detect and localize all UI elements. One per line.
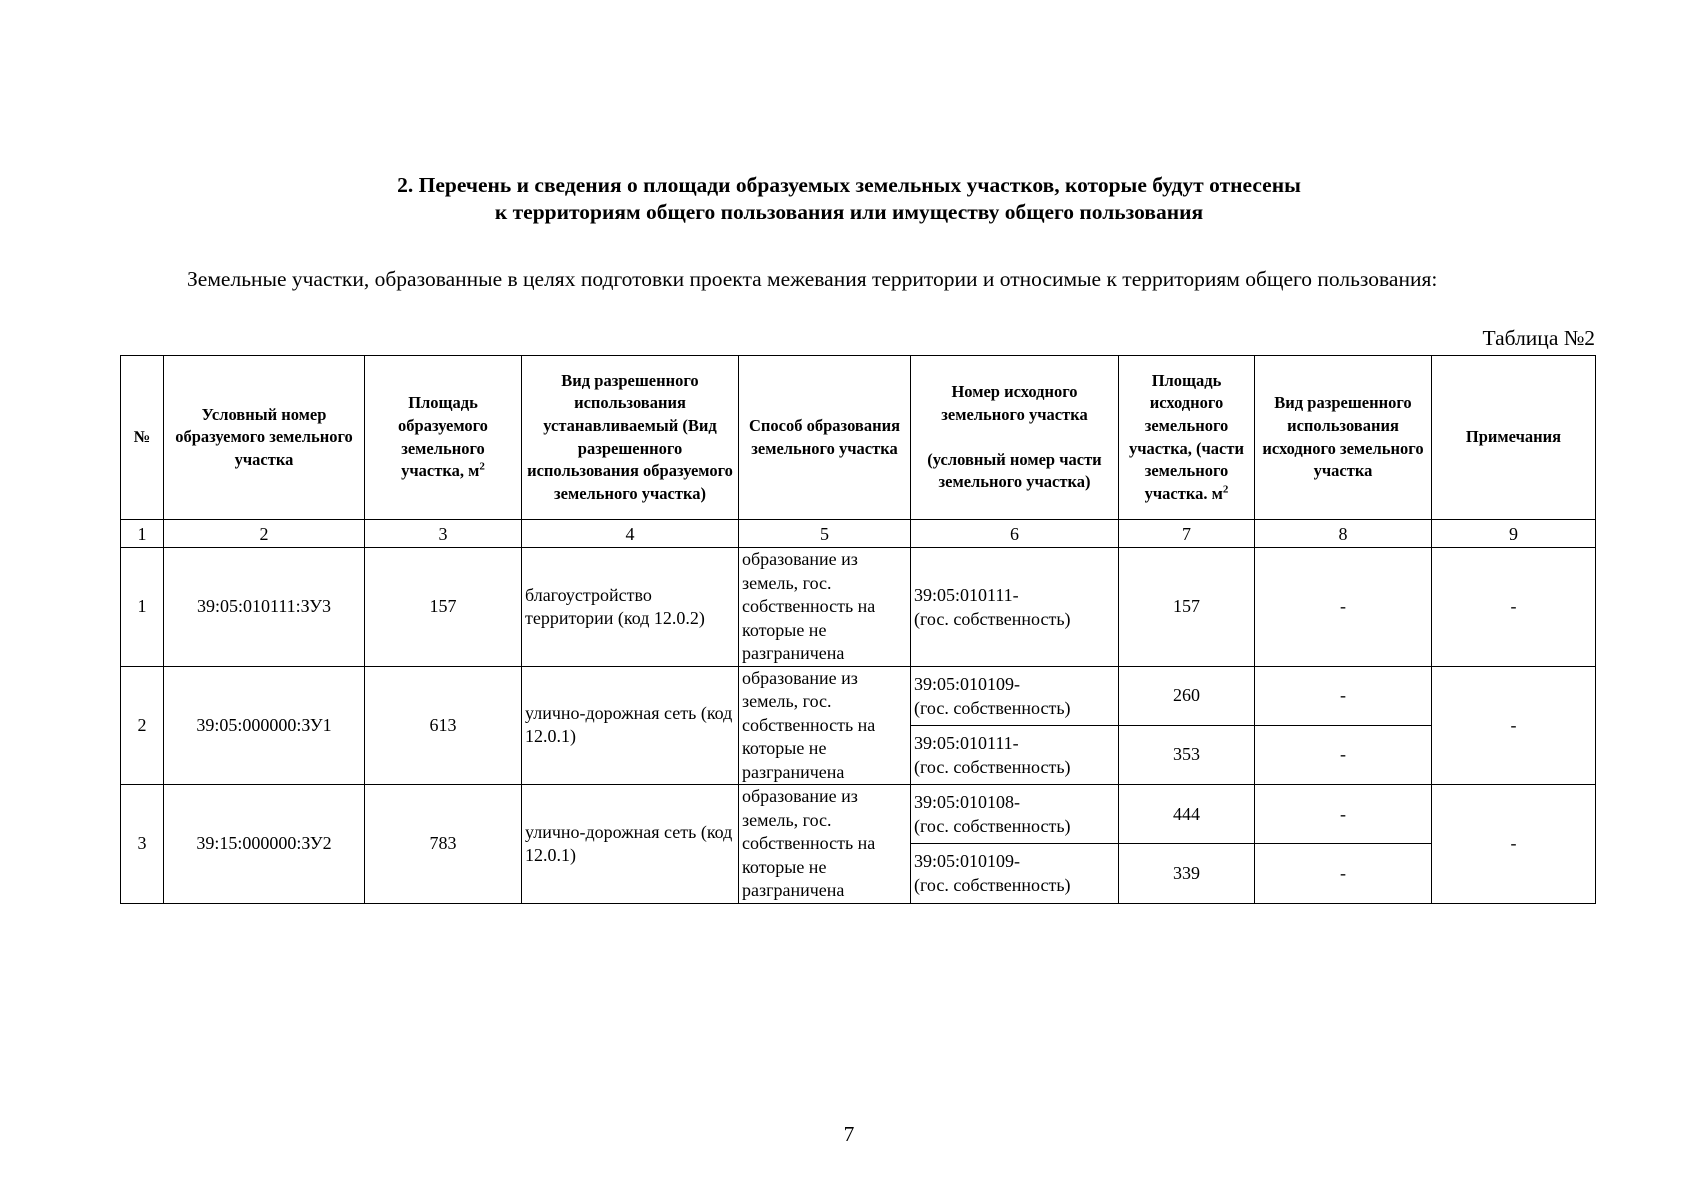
row-area: 783 [365,785,522,904]
row-area: 157 [365,548,522,667]
header-source-area: Площадь исходного земельного участка, (части земельного участка. $м^2$ [1119,356,1255,520]
row-number: 3 [121,785,164,904]
page-title [0,172,1698,226]
row-source-plot: 39:05:010109- (гос. собственность) [911,844,1119,903]
row-source-area: 260 [1119,666,1255,725]
column-number: 6 [911,520,1119,548]
row-method: образование из земель, гос. собственность на которые не разграничена [739,666,911,785]
column-number: 3 [365,520,522,548]
row-source-plot: 39:05:010108- (гос. собственность) [911,785,1119,844]
row-source-use: - [1255,666,1432,725]
row-note: - [1432,548,1596,667]
row-method: образование из земель, гос. собственность на которые не разграничена [739,548,911,667]
row-method: образование из земель, гос. собственность на которые не разграничена [739,785,911,904]
header-number: № [121,356,164,520]
column-number: 4 [522,520,739,548]
row-source-use: - [1255,844,1432,903]
row-source-area: 339 [1119,844,1255,903]
table-header-row [121,356,1596,520]
header-formation-method: Способ образования земельного участка [739,356,911,520]
column-number: 9 [1432,520,1596,548]
header-source-plot: Номер исходного земельного участка (условный номер части земельного участка) [911,356,1119,520]
column-numbers-row [121,520,1596,548]
table-row [121,666,1596,725]
column-number: 2 [164,520,365,548]
row-number: 1 [121,548,164,667]
header-source-use: Вид разрешенного использования исходного земельного участка [1255,356,1432,520]
row-use: благоустройство территории (код 12.0.2) [522,548,739,667]
page-number: 7 [843,1122,855,1146]
row-source-area: 353 [1119,725,1255,784]
column-number: 5 [739,520,911,548]
row-source-area: 157 [1119,548,1255,667]
land-plots-table [120,355,1596,904]
row-use: улично-дорожная сеть (код 12.0.1) [522,785,739,904]
table-row [121,548,1596,667]
column-number: 1 [121,520,164,548]
row-source-use: - [1255,725,1432,784]
row-cadastral: 39:05:010111:ЗУ3 [164,548,365,667]
row-number: 2 [121,666,164,785]
row-note: - [1432,785,1596,904]
row-cadastral: 39:05:000000:ЗУ1 [164,666,365,785]
column-number: 8 [1255,520,1432,548]
row-source-use: - [1255,785,1432,844]
header-permitted-use: Вид разрешенного использования устанавливаемый (Вид разрешенного использования образуемого земельного участка) [522,356,739,520]
header-area: Площадь образуемого земельного участка, $м^2$ [365,356,522,520]
title-line-2: к территориям общего пользования или имуществу общего пользования [494,200,1204,224]
row-source-plot: 39:05:010111- (гос. собственность) [911,725,1119,784]
row-source-use: - [1255,548,1432,667]
row-cadastral: 39:15:000000:ЗУ2 [164,785,365,904]
column-number: 7 [1119,520,1255,548]
header-notes: Примечания [1432,356,1596,520]
title-line-1: 2. Перечень и сведения о площади образуемых земельных участков, которые будут отнесены [397,173,1301,197]
intro-paragraph: Земельные участки, образованные в целях подготовки проекта межевания территории и относимые к территориям общего пользования: [187,267,1438,291]
row-area: 613 [365,666,522,785]
table-row [121,785,1596,844]
row-use: улично-дорожная сеть (код 12.0.1) [522,666,739,785]
header-cadastral-number: Условный номер образуемого земельного участка [164,356,365,520]
row-source-plot: 39:05:010111- (гос. собственность) [911,548,1119,667]
row-note: - [1432,666,1596,785]
row-source-area: 444 [1119,785,1255,844]
table-label: Таблица №2 [1482,326,1595,350]
row-source-plot: 39:05:010109- (гос. собственность) [911,666,1119,725]
